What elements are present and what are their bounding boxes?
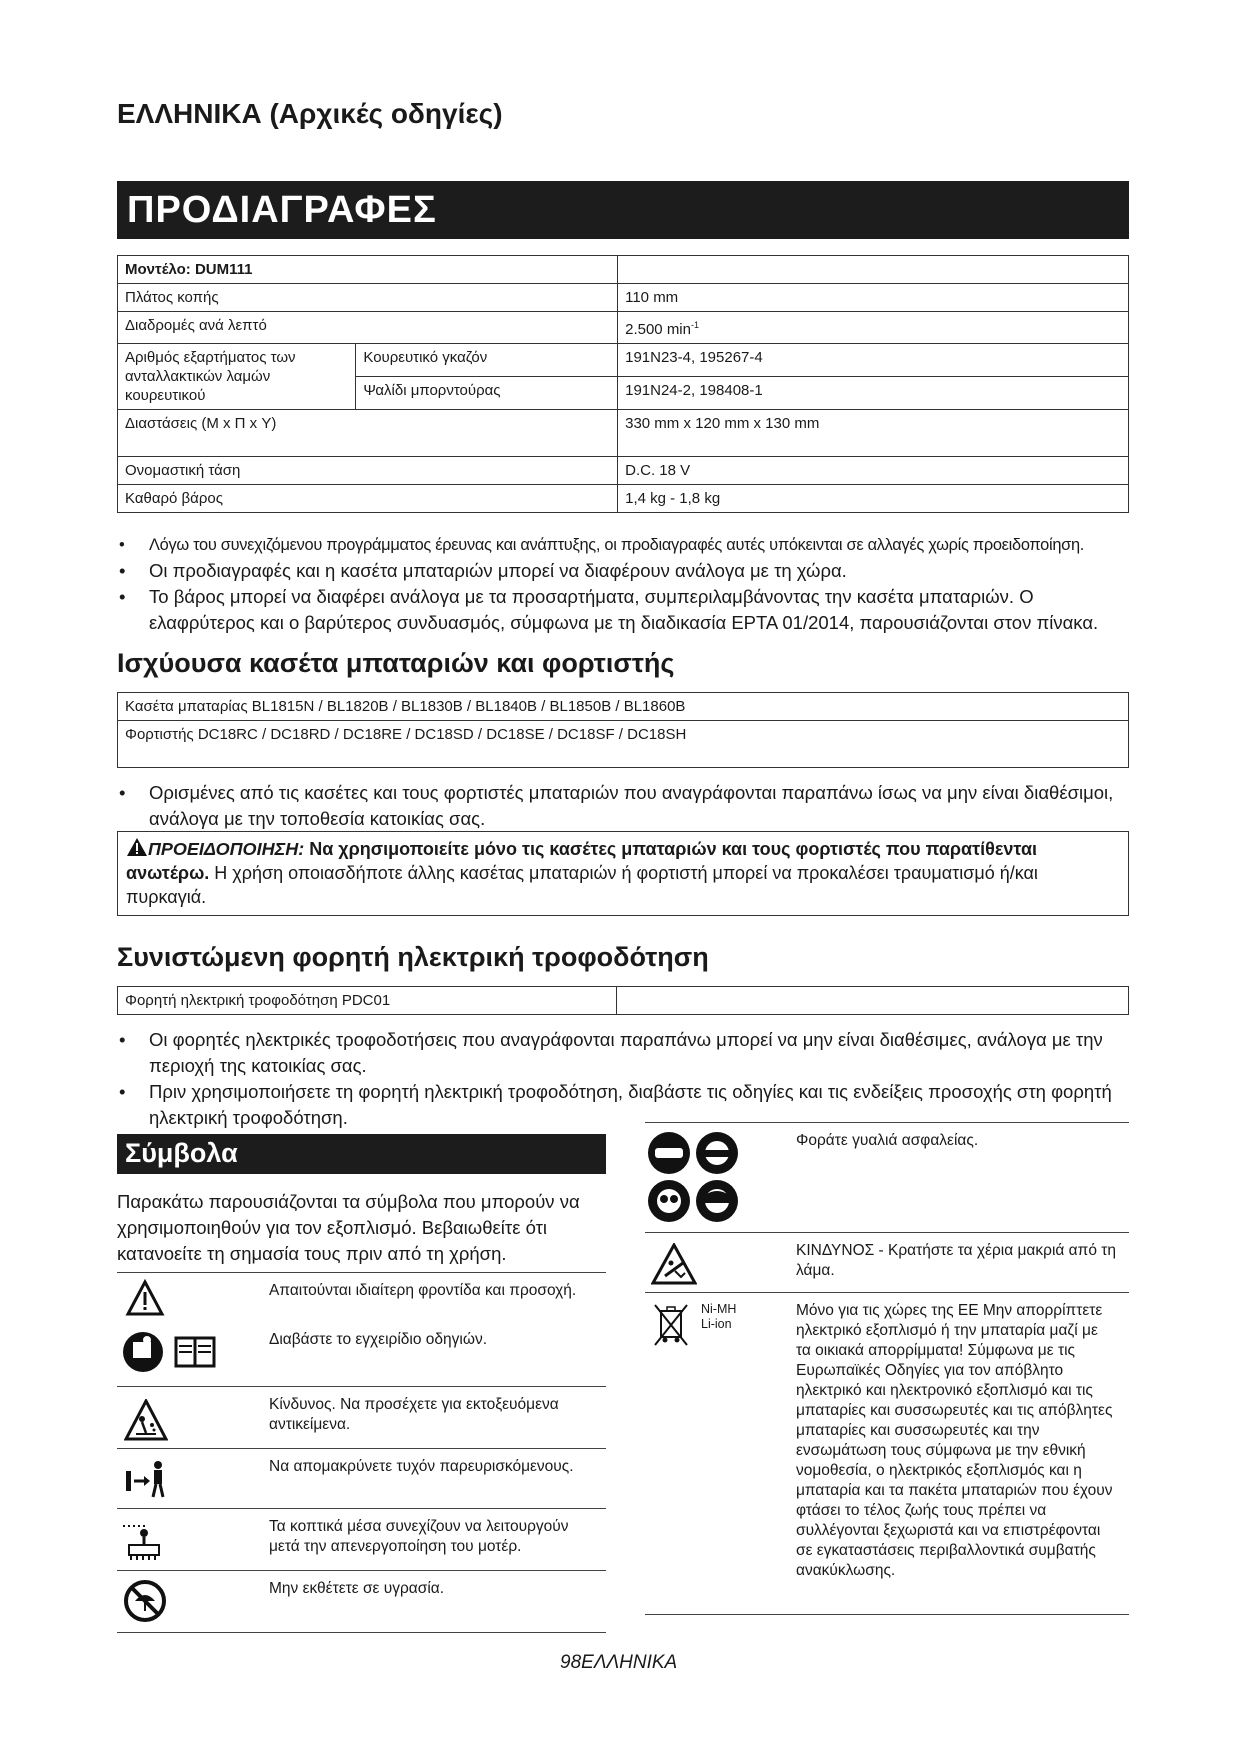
symbol-row (645, 1122, 1129, 1231)
symbol-row (645, 1292, 1129, 1615)
table-row (118, 256, 1129, 284)
symbol-text: Διαβάστε το εγχειρίδιο οδηγιών. (269, 1331, 487, 1348)
blade-danger-icon (651, 1243, 697, 1285)
battery-type-labels: Ni-MH Li-ion (701, 1302, 737, 1331)
specifications-banner: ΠΡΟΔΙΑΓΡΑΦΕΣ (117, 181, 1129, 239)
symbol-row (117, 1508, 606, 1569)
model-cell: Μοντέλο: DUM111 (118, 256, 618, 284)
blade2-value: 191N24-2, 198408-1 (618, 377, 1129, 410)
symbol-text: Κίνδυνος. Να προσέχετε για εκτοξευόμενα αντικείμενα. (269, 1396, 559, 1433)
charger-cell: Φορτιστής DC18RC / DC18RD / DC18RE / DC18SD / DC18SE / DC18SF / DC18SH (118, 721, 1129, 768)
power-notes (117, 1027, 1131, 1131)
table-row (118, 693, 1129, 721)
blade2-label: Ψαλίδι μπορντούρας (356, 377, 618, 410)
no-rain-icon (123, 1579, 167, 1623)
table-bottom-rule (645, 1614, 1129, 1615)
symbol-row (117, 1322, 606, 1384)
power-table (117, 986, 1129, 1015)
read-manual-icon (121, 1328, 221, 1376)
table-row (118, 987, 1129, 1015)
list-item: • Πριν χρησιμοποιήσετε τη φορητή ηλεκτρική τροφοδότηση, διαβάστε τις οδηγίες και τις ενδείξεις προσοχής στη φορητή ηλεκτρική τροφοδότηση. (117, 1079, 1131, 1131)
list-item: • Οι προδιαγραφές και η κασέτα μπαταριών μπορεί να διαφέρουν ανάλογα με τη χώρα. (117, 558, 1131, 584)
keep-bystanders-away-icon (124, 1457, 168, 1501)
symbol-text: Μην εκθέτετε σε υγρασία. (269, 1580, 445, 1597)
dimensions-value: 330 mm x 120 mm x 130 mm (618, 410, 1129, 457)
blade-number-label: Αριθμός εξαρτήματος των ανταλλακτικών λαμών κουρευτικού (118, 344, 356, 410)
cut-width-label: Πλάτος κοπής (118, 284, 618, 312)
symbol-text: Απαιτούνται ιδιαίτερη φροντίδα και προσοχή. (269, 1282, 577, 1299)
list-item: • Λόγω του συνεχιζόμενου προγράμματος έρευνας και ανάπτυξης, οι προδιαγραφές αυτές υπόκεινται σε αλλαγές χωρίς προειδοποίηση. (117, 532, 1131, 558)
symbol-text: ΚΙΝΔΥΝΟΣ - Κρατήστε τα χέρια μακριά από τη λάμα. (796, 1242, 1116, 1279)
symbol-text: Να απομακρύνετε τυχόν παρευρισκόμενους. (269, 1458, 574, 1475)
warning-box: ΠΡΟΕΙΔΟΠΟΙΗΣΗ: Να χρησιμοποιείτε μόνο τις κασέτες μπαταριών και τους φορτιστές που παρατίθενται ανωτέρω. Η χρήση οποιασδήποτε άλλης κασέτας μπαταριών ή φορτιστή μπορεί να προκαλέσει τραυματισμό ή/και πυρκαγιά. (117, 831, 1129, 916)
symbol-row (117, 1272, 606, 1321)
strokes-value: 2.500 $\min^{-1}$ (618, 312, 1129, 344)
power-cell: Φορητή ηλεκτρική τροφοδότηση PDC01 (118, 987, 617, 1015)
battery-note (117, 780, 1131, 832)
symbols-intro: Παρακάτω παρουσιάζονται τα σύμβολα που μπορούν να χρησιμοποιηθούν για τον εξοπλισμό. Βεβαιωθείτε ότι κατανοείτε τη σημασία τους πριν από τη χρήση. (117, 1191, 580, 1264)
table-row (118, 284, 1129, 312)
table-row (118, 485, 1129, 513)
power-heading: Συνιστώμενη φορητή ηλεκτρική τροφοδότηση (117, 942, 709, 972)
list-item: • Το βάρος μπορεί να διαφέρει ανάλογα με τα προσαρτήματα, συμπεριλαμβάνοντας την κασέτα μπαταριών. Ο ελαφρύτερος και ο βαρύτερος συνδυασμός, σύμφωνα με τη διαδικασία EPTA 01/2014, παρουσιάζονται στον πίνακα. (117, 584, 1131, 636)
voltage-label: Ονομαστική τάση (118, 457, 618, 485)
safety-glasses-icon (645, 1129, 741, 1225)
voltage-value: D.C. 18 V (618, 457, 1129, 485)
list-item: • Οι φορητές ηλεκτρικές τροφοδοτήσεις που αναγράφονται παραπάνω μπορεί να μην είναι διαθέσιμες, ανάλογα με την περιοχή της κατοικίας σας. (117, 1027, 1131, 1079)
symbol-text: Φοράτε γυαλιά ασφαλείας. (796, 1132, 979, 1149)
symbol-row (645, 1232, 1129, 1291)
symbol-text: Μόνο για τις χώρες της ΕΕ Μην απορρίπτετε ηλεκτρικό εξοπλισμό ή την μπαταρία μαζί με τα οικιακά απορρίμματα! Σύμφωνα με τις Ευρωπαϊκές Οδηγίες για τον απόβλητο ηλεκτρικό και ηλεκτρονικό εξοπλισμό και τις μπαταρίες και συσσωρευτές και τις απόβλητες μπαταρίες και συσσωρευτές και την ενσωμάτωση τους σύμφωνα με την εθνική νομοθεσία, ο ηλεκτρικός εξοπλισμός και η μπαταρία και τα πακέτα μπαταριών που έχουν φτάσει το τέλος ζωής τους πρέπει να συλλέγονται ξεχωριστά και να επιστρέφονται σε εγκαταστάσεις περιβαλλοντικά συμβατής ανακύκλωσης. (796, 1302, 1113, 1579)
spec-notes (117, 532, 1131, 636)
model-value-cell (618, 256, 1129, 284)
weight-label: Καθαρό βάρος (118, 485, 618, 513)
blade1-label: Κουρευτικό γκαζόν (356, 344, 618, 377)
cut-width-value: 110 mm (618, 284, 1129, 312)
page-language-title: ΕΛΛΗΝΙΚΑ (Αρχικές οδηγίες) (117, 98, 503, 129)
symbol-row (117, 1386, 606, 1447)
table-row (118, 410, 1129, 457)
table-bottom-rule (117, 1632, 606, 1633)
dimensions-label: Διαστάσεις (Μ x Π x Υ) (118, 410, 618, 457)
blade1-value: 191N23-4, 195267-4 (618, 344, 1129, 377)
strokes-label: Διαδρομές ανά λεπτό (118, 312, 618, 344)
battery-table (117, 692, 1129, 768)
symbol-row (117, 1570, 606, 1633)
specifications-table (117, 255, 1129, 513)
table-row (118, 457, 1129, 485)
table-row (118, 344, 1129, 377)
battery-heading: Ισχύουσα κασέτα μπαταριών και φορτιστής (117, 648, 675, 678)
table-row (118, 721, 1129, 768)
symbols-banner: Σύμβολα (117, 1134, 606, 1174)
page-footer: 98ΕΛΛΗΝΙΚΑ (560, 1652, 678, 1673)
blades-continue-icon (119, 1519, 169, 1563)
list-item: • Ορισμένες από τις κασέτες και τους φορτιστές μπαταριών που αναγράφονται παραπάνω ίσως να μην είναι διαθέσιμοι, ανάλογα με την τοποθεσία κατοικίας σας. (117, 780, 1131, 832)
table-row (118, 312, 1129, 344)
warning-triangle-icon (125, 1279, 165, 1317)
weight-value: 1,4 kg - 1,8 kg (618, 485, 1129, 513)
warning-icon (126, 837, 148, 857)
crossed-bin-icon (651, 1301, 691, 1349)
power-empty-cell (616, 987, 1128, 1015)
flying-objects-icon (124, 1399, 168, 1443)
symbol-row (117, 1448, 606, 1507)
cartridge-cell: Κασέτα μπαταρίας BL1815N / BL1820B / BL1830B / BL1840B / BL1850B / BL1860B (118, 693, 1129, 721)
symbol-text: Τα κοπτικά μέσα συνεχίζουν να λειτουργούν μετά την απενεργοποίηση του μοτέρ. (269, 1518, 569, 1555)
